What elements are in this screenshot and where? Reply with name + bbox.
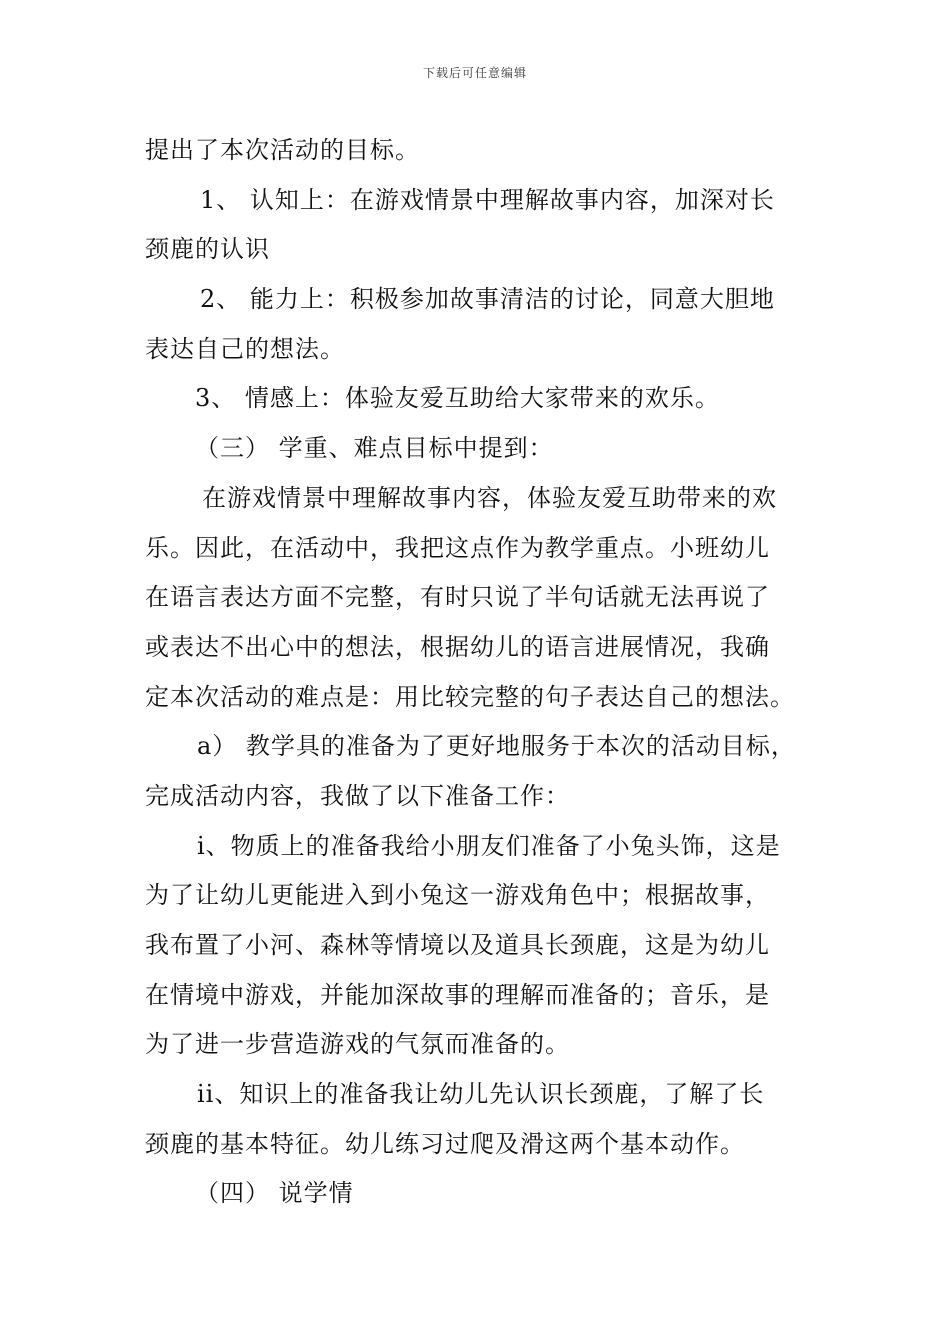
text-line: 或表达不出心中的想法，根据幼儿的语言进展情况，我确 bbox=[145, 632, 770, 661]
text-line: 为了让幼儿更能进入到小兔这一游戏角色中；根据故事， bbox=[145, 881, 770, 910]
text-line: 3、 情感上：体验友爱互助给大家带来的欢乐。 bbox=[195, 384, 720, 413]
section-heading: （四） 说学情 bbox=[195, 1179, 354, 1208]
text-line: 颈鹿的认识 bbox=[145, 235, 270, 264]
text-line: i、物质上的准备我给小朋友们准备了小兔头饰，这是 bbox=[197, 831, 781, 860]
page-header-note: 下载后可任意编辑 bbox=[422, 66, 527, 80]
text-line: 完成活动内容，我做了以下准备工作： bbox=[145, 781, 570, 810]
section-heading: （三） 学重、难点目标中提到： bbox=[195, 434, 554, 463]
text-line: 在语言表达方面不完整，有时只说了半句话就无法再说了 bbox=[145, 583, 770, 612]
text-line: 1、 认知上：在游戏情景中理解故事内容，加深对长 bbox=[200, 185, 775, 214]
text-line: ii、知识上的准备我让幼儿先认识长颈鹿，了解了长 bbox=[197, 1080, 765, 1109]
text-line: 定本次活动的难点是：用比较完整的句子表达自己的想法。 bbox=[145, 682, 795, 711]
text-line: 为了进一步营造游戏的气氛而准备的。 bbox=[145, 1030, 570, 1059]
document-body bbox=[145, 126, 810, 1219]
text-line: 颈鹿的基本特征。幼儿练习过爬及滑这两个基本动作。 bbox=[145, 1129, 745, 1158]
text-line: a） 教学具的准备为了更好地服务于本次的活动目标， bbox=[197, 732, 796, 761]
text-line: 表达自己的想法。 bbox=[145, 334, 345, 363]
text-line: 2、 能力上：积极参加故事清洁的讨论，同意大胆地 bbox=[200, 285, 775, 314]
text-line: 在游戏情景中理解故事内容，体验友爱互助带来的欢 bbox=[202, 483, 777, 512]
text-line: 我布置了小河、森林等情境以及道具长颈鹿，这是为幼儿 bbox=[145, 931, 770, 959]
text-line: 提出了本次活动的目标。 bbox=[145, 136, 420, 164]
text-line: 乐。因此，在活动中，我把这点作为教学重点。小班幼儿 bbox=[145, 533, 770, 562]
text-line: 在情境中游戏，并能加深故事的理解而准备的；音乐，是 bbox=[145, 980, 770, 1009]
